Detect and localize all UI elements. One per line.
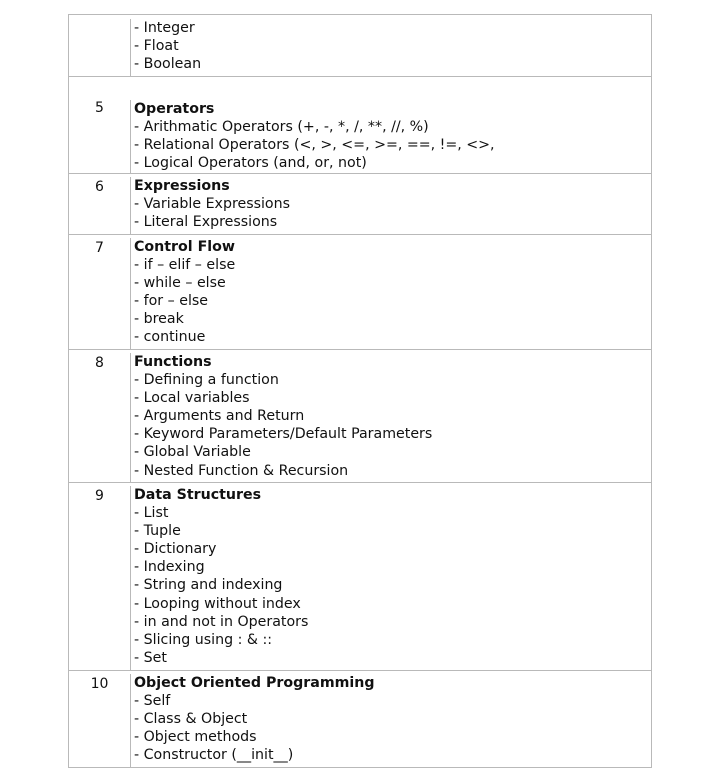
row-number: [69, 19, 131, 76]
list-item: - Nested Function & Recursion: [134, 462, 349, 479]
table-row: [69, 174, 651, 235]
list-item: - for – else: [134, 293, 209, 310]
list-item: - break: [134, 311, 184, 328]
table-row: [69, 350, 651, 483]
list-item: - Arguments and Return: [134, 408, 305, 425]
row-content: [131, 177, 651, 234]
section-title: Operators: [134, 101, 215, 117]
row-content: [131, 100, 651, 173]
list-item: - while – else: [134, 275, 226, 292]
row-number: 5: [69, 100, 131, 173]
section-title: Control Flow: [134, 239, 235, 255]
section-title: Data Structures: [134, 487, 262, 503]
list-item: - Arithmatic Operators (+, -, *, /, **, //, %): [134, 119, 429, 136]
list-item: - String and indexing: [134, 577, 283, 594]
list-item: - Global Variable: [134, 444, 251, 461]
table-row: [69, 15, 651, 77]
list-item: - Integer: [134, 20, 195, 36]
row-content: [131, 674, 651, 767]
list-item: - Slicing using : & ::: [134, 631, 273, 648]
list-item: - Set: [134, 649, 167, 666]
list-item: - Relational Operators (<, >, <=, >=, ==, !=, <>,: [134, 137, 495, 154]
list-item: - Indexing: [134, 559, 205, 576]
syllabus-table: [68, 14, 652, 768]
section-title: Expressions: [134, 178, 230, 194]
row-number: 8: [69, 353, 131, 482]
list-item: - Defining a function: [134, 372, 279, 389]
row-content: [131, 486, 651, 670]
list-item: - Keyword Parameters/Default Parameters: [134, 426, 433, 443]
row-number: 10: [69, 674, 131, 767]
list-item: - Looping without index: [134, 595, 301, 612]
list-item: - List: [134, 505, 169, 522]
list-item: - Variable Expressions: [134, 196, 290, 213]
list-item: - Class & Object: [134, 711, 248, 728]
list-item: - Literal Expressions: [134, 214, 278, 231]
list-item: - Constructor (__init__): [134, 747, 294, 764]
table-row: [69, 235, 651, 350]
list-item: - Object methods: [134, 729, 257, 746]
list-item: - Local variables: [134, 390, 250, 407]
row-content: [131, 353, 651, 482]
row-number: 6: [69, 177, 131, 234]
row-number: 9: [69, 486, 131, 670]
table-row: [69, 483, 651, 671]
table-row: [69, 671, 651, 768]
list-item: - Dictionary: [134, 541, 217, 558]
row-content: [131, 19, 651, 76]
row-content: [131, 238, 651, 349]
section-title: Functions: [134, 354, 212, 370]
list-item: - in and not in Operators: [134, 613, 309, 630]
table-row: [69, 77, 651, 174]
row-number: 7: [69, 238, 131, 349]
list-item: - Float: [134, 38, 179, 55]
list-item: - continue: [134, 329, 206, 346]
list-item: - Tuple: [134, 523, 181, 540]
section-title: Object Oriented Programming: [134, 675, 375, 691]
list-item: - Logical Operators (and, or, not): [134, 155, 367, 172]
list-item: - Self: [134, 693, 171, 710]
list-item: - if – elif – else: [134, 257, 236, 274]
list-item: - Boolean: [134, 56, 202, 73]
